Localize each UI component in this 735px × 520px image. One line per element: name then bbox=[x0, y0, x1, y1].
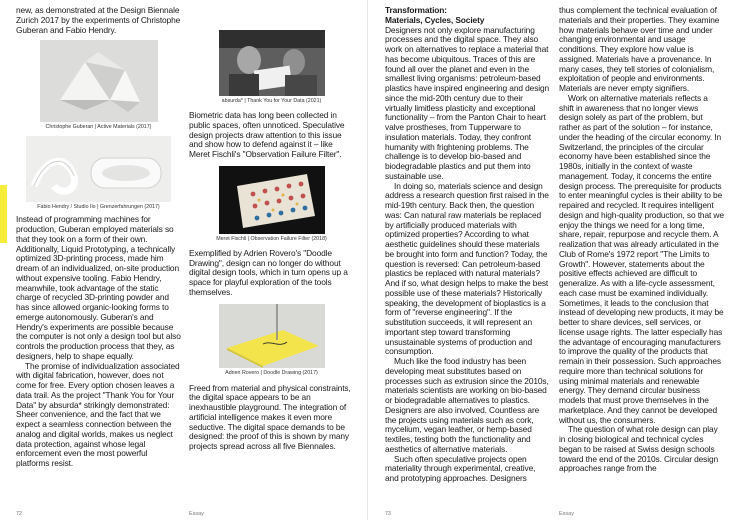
photo-white-printed-objects bbox=[26, 136, 171, 202]
paragraph: The question of what role design can play in closing biological and technical cycles began to be raised at Swiss design schools toward the end of the 2010s. Circular design approaches range from the bbox=[559, 424, 719, 474]
figure-caption: Fabio Hendry / Studio Ilo | Grenzerfahrungen (2017) bbox=[37, 204, 160, 211]
paragraph: Biometric data has long been collected in public spaces, often unnoticed. Speculative design projects draw attention to this issue and show how to defend against it – like Meret Fischli's "Observation Failure Filter". bbox=[189, 110, 345, 159]
paragraph: Exemplified by Adrien Rovero's "Doodle Drawing", design can no longer do without digital design tools, which in turn opens up a space for playful exploration of the tools themselves. bbox=[189, 247, 348, 297]
page-gutter bbox=[367, 0, 368, 520]
page-number-left: 72 bbox=[16, 511, 23, 517]
left-page-column-2 bbox=[189, 6, 354, 506]
page-number-right: 73 bbox=[385, 511, 392, 517]
paragraph: The promise of individualization associated with digital fabrication, however, does not come for free. Every option chosen leaves a data trail. As the project "Thank You for Your Data" by absurda* strikingly demonstrated: Sheer convenience, and the fact that we expect a seamless connection between the analog and digital worlds, makes us neglect data protection, against whose legal enforcement even the most powerful platforms resist. bbox=[16, 360, 180, 468]
figure-grenzerfahrungen bbox=[16, 136, 181, 211]
section-label-right: Essay bbox=[559, 511, 574, 517]
paragraph: Designers not only explore manufacturing processes and the digital space. They also work on alternatives to replace a material that has become ubiquitous. Traces of this are found all over the planet and even in the smallest living organisms: petroleum-based plastics have inspired engineering and design since the mid-20th century due to their virtually limitless plasticity and exceptional functionality – from the Panton Chair to heart valve prostheses, from Tupperware to insulation materials. Today, they confront humanity with frightening problems. The challenge is to develop bio-based and biodegradable plastics and put them into sustainable use. bbox=[385, 24, 550, 181]
figure-caption: Adrien Rovero | Doodle Drawing (2017) bbox=[225, 369, 318, 376]
photo-people-with-sign bbox=[219, 30, 325, 96]
paragraph: Much like the food industry has been developing meat substitutes based on processes such as extrusion since the 2010s, materials scientists are working on bio-based or biodegradable alternatives to plastics. Designers are also involved. Countless are the projects using materials such as cork, mycelium, vegan leather, or hemp-based textiles, testing both the functionality and aesthetics of alternative materials. bbox=[385, 356, 549, 454]
figure-observation-failure-filter bbox=[189, 166, 354, 243]
figure-caption: absurda* | Thank You for Your Data (2021) bbox=[221, 98, 322, 104]
yellow-margin-tab bbox=[0, 185, 7, 243]
photo-folded-pattern-sheet bbox=[219, 166, 325, 234]
paragraph: new, as demonstrated at the Design Biennale Zurich 2017 by the experiments of Christophe Guberan and Fabio Hendry. bbox=[16, 6, 181, 35]
left-page-column-1 bbox=[16, 6, 181, 506]
paragraph: Such often speculative projects open materiality through experimental, creative, and prototyping approaches. Designers bbox=[385, 453, 536, 483]
section-heading: Transformation: Materials, Cycles, Society bbox=[385, 6, 485, 25]
figure-doodle-drawing bbox=[189, 304, 354, 377]
section-label-left: Essay bbox=[189, 511, 204, 517]
paragraph: Work on alternative materials reflects a shift in awareness that no longer views design solely as part of the problem, but rather as part of the solution – for instance, under the heading of the circular economy. In Switzerland, the principles of the circular economy have been established since the 1980s, initially in the context of waste management. Today, it concerns the entire design process. The prerequisite for products to enter meaningful cycles is their ability to be repaired and recycled. It requires intelligent design and high-quality production, so that we enjoy the things we need for a long time, share, repair, repurpose and recycle them. A realization that was already articulated in the Club of Rome's 1972 report "The Limits to Growth". However, statements about the positive effects achieved are difficult to generalize. As with a life-cycle assessment, each case must be examined individually. Sometimes, it leads to the conclusion that instead of developing new products, it may be better to share devices, sell services, or license usage rights. The latter especially has the advantage of encouraging manufacturers to improve the quality of the products that remain in their possession. Such approaches require more than technical solutions for using minimal materials and renewable energy. They demand circular business models that must prove themselves in the marketplace. And they cannot be developed without us, the consumers. bbox=[559, 92, 724, 425]
paragraph: Freed from material and physical constraints, the digital space appears to be an inexhaustible playground. The integration of artificial intelligence makes it even more seductive. The digital space demands to be designed: the proof of this is shown by many projects spread across all five Biennales. bbox=[189, 382, 351, 451]
right-page-column-2 bbox=[559, 6, 724, 514]
photo-yellow-drawing-pad bbox=[219, 304, 325, 368]
figure-active-materials bbox=[16, 40, 181, 131]
figure-caption: Christophe Guberan | Active Materials (2017) bbox=[45, 124, 152, 131]
photo-folded-paper-sculpture bbox=[40, 40, 158, 122]
paragraph: thus complement the technical evaluation of materials and their properties. They examine how materials behave over time and under changing environmental and usage conditions. They explore how value is assigned. Materials have a provenance. In many cases, they tell stories of colonialism, exploitation of people and environments. Materials are never empty signifiers. bbox=[559, 6, 720, 93]
paragraph: In doing so, materials science and design address a research question first raised in the mid-19th century. Back then, the question was: Can natural raw materials be replaced by artificially produced materials with optimized properties? According to what aesthetic guidelines should these materials be brought into form and function? Today, the question is reversed: Can petroleum-based plastics be replaced with natural materials? And if so, what design helps to make the best possible use of these materials? Historically speaking, the development of bioplastics is a form of "reverse engineering". If the substitution succeeds, it will represent an important step toward transforming unsustainable systems of production and consumption. bbox=[385, 180, 549, 357]
figure-caption: Meret Fischli | Observation Failure Filter (2018) bbox=[216, 235, 327, 242]
right-page-column-1 bbox=[385, 6, 550, 514]
figure-thank-you-for-your-data bbox=[189, 30, 354, 105]
paragraph: Instead of programming machines for production, Guberan employed materials so that they took on a form of their own. Additionally, Liquid Prototyping, a technically optimized 3D-printing process, made him dream of an individualized, on-site production without expensive tooling. Fabio Hendry, meanwhile, took advantage of the static charge of recycled 3D-printing powder and has since allowed organic-looking forms to emerge autonomously. Guberan's and Hendry's experiments are possible because the computer is not only a design tool but also controls the production process that they, as designers, help to shape equally. bbox=[16, 214, 181, 361]
